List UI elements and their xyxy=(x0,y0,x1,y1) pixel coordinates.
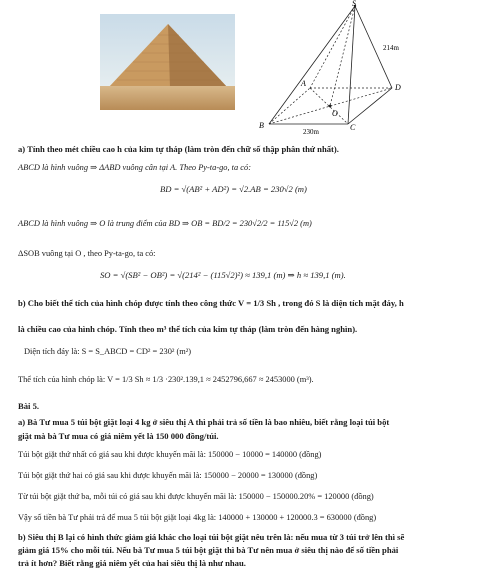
bai5-a-line4: Vậy số tiền bà Tư phải trả để mua 5 túi bột giặt loại 4kg là: 140000 + 130000 + 120000.3 = 630000 (đồng) xyxy=(18,513,377,522)
part-a-heading: a) Tính theo mét chiều cao h của kim tự tháp (làm tròn đến chữ số thập phân thứ nhất). xyxy=(18,144,339,154)
pyramid-diagram xyxy=(250,0,450,138)
part-b-heading-line2: là chiều cao của hình chóp. Tính theo m³ thể tích của kim tự tháp (làm tròn đến hàng nghìn). xyxy=(18,324,358,334)
pyramid-photo xyxy=(100,14,235,110)
bai5-b-heading-line3: trả ít hơn? Biết rằng giá niêm yết của hai siêu thị là như nhau. xyxy=(18,558,246,568)
bai5-a-line3: Từ túi bột giặt thứ ba, mỗi túi có giá sau khi được khuyến mãi là: 150000 − 150000.20% = 120000 (đồng) xyxy=(18,492,374,501)
label-D: D xyxy=(395,83,401,92)
part-b-line2: Thể tích của hình chóp là: V = 1/3 Sh ≈ 1/3 ·230².139,1 ≈ 2452796,667 ≈ 2453000 (m³). xyxy=(18,375,314,384)
label-A: A xyxy=(301,79,306,88)
part-a-line3: ΔSOB vuông tại O , theo Py-ta-go, ta có: xyxy=(18,249,156,258)
bai5-title: Bài 5. xyxy=(18,401,40,411)
part-b-heading-line1: b) Cho biết thể tích của hình chóp được tính theo công thức V = 1/3 Sh , trong đó S là diện tích mặt đáy, h xyxy=(18,298,404,308)
equation-bd: BD = √(AB² + AD²) = √2.AB = 230√2 (m) xyxy=(160,184,307,194)
bai5-b-heading-line2: giảm giá 15% cho mỗi túi. Nếu bà Tư mua 5 túi bột giặt thì bà Tư nên mua ở siêu thị nào để số tiền phải xyxy=(18,545,399,555)
label-O: O xyxy=(332,109,338,118)
part-b-line1: Diện tích đáy là: S = S_ABCD = CD² = 230² (m²) xyxy=(24,347,192,356)
label-base-230m: 230m xyxy=(303,128,319,136)
bai5-a-heading-line1: a) Bà Tư mua 5 túi bột giặt loại 4 kg ở siêu thị A thì phải trả số tiền là bao nhiêu, biết rằng loại túi bột xyxy=(18,417,390,427)
label-B: B xyxy=(259,121,264,130)
label-S: S xyxy=(352,0,356,8)
label-C: C xyxy=(350,123,356,132)
part-a-line2: ABCD là hình vuông ⇒ O là trung điểm của BD ⇒ OB = BD/2 = 230√2/2 = 115√2 (m) xyxy=(18,219,312,228)
label-edge-214m: 214m xyxy=(383,44,399,52)
figure-area xyxy=(0,0,480,138)
equation-so: SO = √(SB² − OB²) = √(214² − (115√2)²) ≈ 139,1 (m) ⇒ h ≈ 139,1 (m). xyxy=(100,270,346,280)
bai5-b-heading-line1: b) Siêu thị B lại có hình thức giảm giá khác cho loại túi bột giặt nêu trên là: nếu mua từ 3 túi trở lên thì sẽ xyxy=(18,532,405,542)
bai5-a-line1: Túi bột giặt thứ nhất có giá sau khi được khuyến mãi là: 150000 − 10000 = 140000 (đồng) xyxy=(18,450,322,459)
part-a-line1: ABCD là hình vuông ⇒ ΔABD vuông cân tại A. Theo Py-ta-go, ta có: xyxy=(18,163,251,172)
bai5-a-heading-line2: giặt mà bà Tư mua có giá niêm yết là 150 000 đồng/túi. xyxy=(18,431,219,441)
bai5-a-line2: Túi bột giặt thứ hai có giá sau khi được khuyến mãi là: 150000 − 20000 = 130000 (đồng) xyxy=(18,471,318,480)
